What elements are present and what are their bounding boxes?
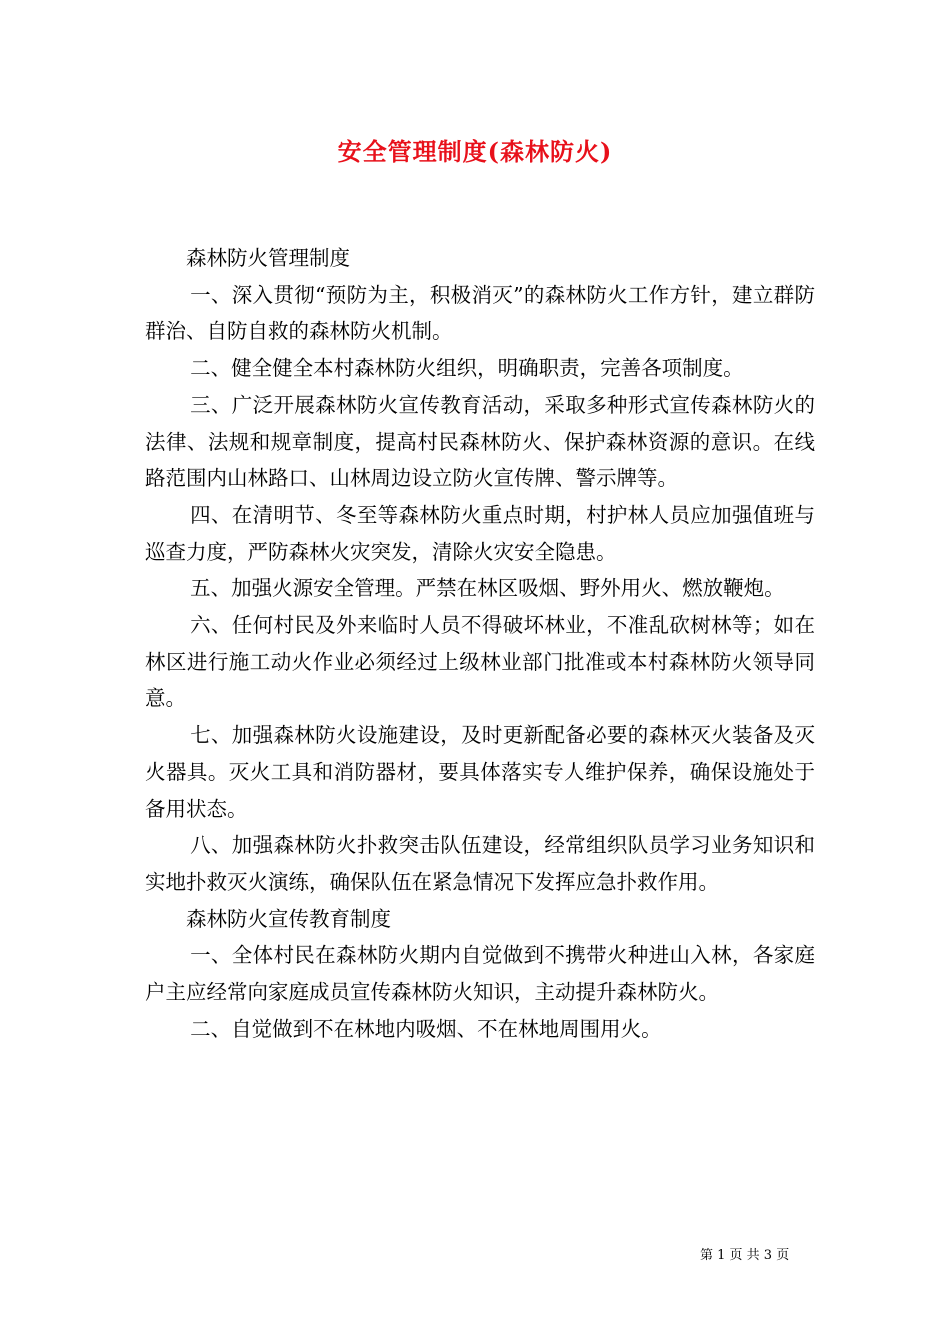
section-heading-management: 森林防火管理制度	[186, 246, 350, 270]
paragraph-5: 五、加强火源安全管理。严禁在林区吸烟、野外用火、燃放鞭炮。	[190, 576, 785, 601]
paragraph-7: 七、加强森林防火设施建设，及时更新配备必要的森林灭火装备及灭火器具。灭火工具和消防器材，要具体落实专人维护保养，确保设施处于备用状态。	[145, 723, 815, 821]
section-heading-education: 森林防火宣传教育制度	[186, 906, 391, 931]
paragraph-3: 三、广泛开展森林防火宣传教育活动，采取多种形式宣传森林防火的法律、法规和规章制度，提高村民森林防火、保护森林资源的意识。在线路范围内山林路口、山林周边设立防火宣传牌、警示牌等。	[145, 392, 815, 491]
paragraph-8: 八、加强森林防火扑救突击队伍建设，经常组织队员学习业务知识和实地扑救灭火演练，确保队伍在紧急情况下发挥应急扑救作用。	[145, 833, 815, 894]
paragraph-1: 一、深入贯彻“预防为主，积极消灭”的森林防火工作方针，建立群防群治、自防自救的森林防火机制。	[145, 282, 815, 344]
paragraph-10: 二、自觉做到不在林地内吸烟、不在林地周围用火。	[190, 1016, 662, 1041]
document-title: 安全管理制度(森林防火)	[337, 137, 613, 166]
paragraph-2: 二、健全健全本村森林防火组织，明确职责，完善各项制度。	[190, 356, 744, 381]
paragraph-9: 一、全体村民在森林防火期内自觉做到不携带火种进山入林，各家庭户主应经常向家庭成员宣传森林防火知识，主动提升森林防火。	[145, 943, 815, 1005]
paragraph-4: 四、在清明节、冬至等森林防火重点时期，村护林人员应加强值班与巡查力度，严防森林火灾突发，清除火灾安全隐患。	[145, 502, 815, 564]
document-body	[145, 240, 815, 1047]
paragraph-6: 六、任何村民及外来临时人员不得破坏林业，不准乱砍树林等；如在林区进行施工动火作业必须经过上级林业部门批准或本村森林防火领导同意。	[145, 613, 815, 711]
page-number: 第 1 页 共 3 页	[700, 1248, 790, 1263]
